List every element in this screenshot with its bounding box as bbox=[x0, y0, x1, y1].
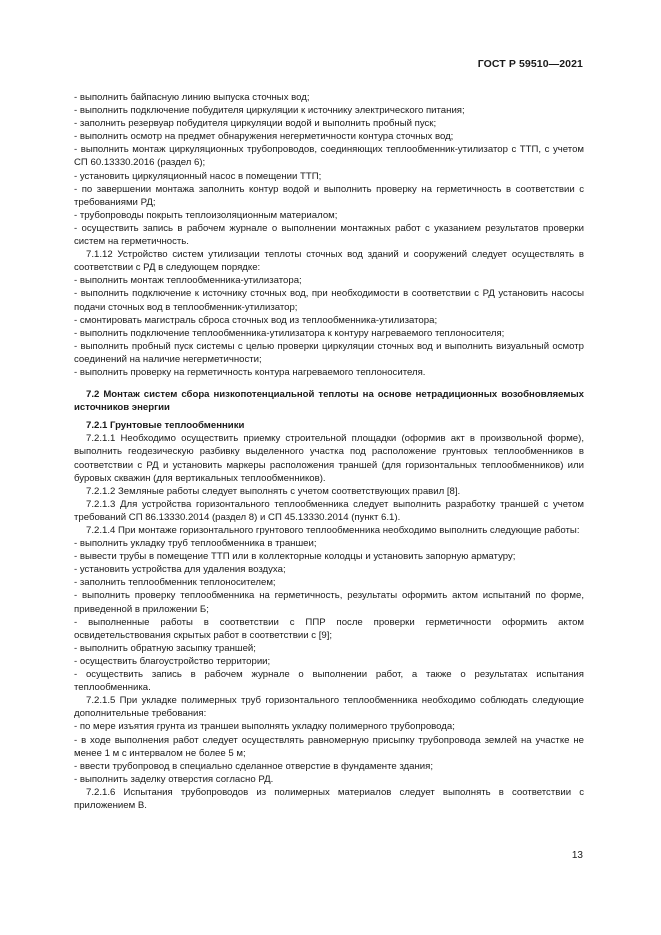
section-heading: 7.2 Монтаж систем сбора низкопотенциальной теплоты на основе нетрадиционных возобновляемых источников энергии bbox=[74, 389, 584, 413]
clause-paragraph: 7.2.1.2 Земляные работы следует выполнять с учетом соответствующих правил [8]. bbox=[86, 485, 461, 497]
list-item: - выполнить укладку труб теплообменника в траншеи; bbox=[74, 538, 317, 550]
subsection-heading: 7.2.1 Грунтовые теплообменники bbox=[86, 420, 245, 432]
page-number: 13 bbox=[571, 850, 583, 861]
list-item: - выполнить осмотр на предмет обнаружения негерметичности контура сточных вод; bbox=[74, 131, 454, 143]
clause-paragraph: 7.2.1.6 Испытания трубопроводов из полимерных материалов следует выполнять в соответствии с приложением В. bbox=[74, 786, 584, 811]
list-item: - выполненные работы в соответствии с ППР после проверки герметичности оформить актом освидетельствования скрытых работ в соответствии с [9]; bbox=[74, 616, 584, 641]
document-code: ГОСТ Р 59510—2021 bbox=[477, 58, 583, 70]
list-item: - заполнить теплообменник теплоносителем; bbox=[74, 577, 276, 589]
list-item: - по завершении монтажа заполнить контур водой и выполнить проверку на герметичность в соответствии с требованиями РД; bbox=[74, 183, 584, 208]
list-item: - трубопроводы покрыть теплоизоляционным материалом; bbox=[74, 209, 338, 221]
list-item: - выполнить подключение к источнику сточных вод, при необходимости в соответствии с РД установить насосы подачи сточных вод в теплообменник-утилизатор; bbox=[74, 288, 584, 313]
list-item: - выполнить подключение теплообменника-утилизатора к контуру нагреваемого теплоносителя; bbox=[74, 327, 505, 339]
list-item: - вывести трубы в помещение ТТП или в коллекторные колодцы и установить запорную арматуру; bbox=[74, 551, 516, 563]
list-item: - выполнить обратную засыпку траншей; bbox=[74, 642, 256, 654]
list-item: - выполнить заделку отверстия согласно РД. bbox=[74, 773, 274, 785]
document-body bbox=[74, 91, 584, 812]
list-item: - осуществить запись в рабочем журнале о выполнении монтажных работ с указанием результатов проверки систем на герметичность. bbox=[74, 222, 584, 248]
list-item: - смонтировать магистраль сброса сточных вод из теплообменника-утилизатора; bbox=[74, 314, 438, 326]
list-item: - выполнить проверку на герметичность контура нагреваемого теплоносителя. bbox=[74, 366, 426, 378]
list-item: - в ходе выполнения работ следует осуществлять равномерную присыпку трубопровода землей на участке не менее 1 м с интервалом не более 5 м; bbox=[74, 734, 584, 759]
clause-paragraph: 7.2.1.4 При монтаже горизонтального грунтового теплообменника необходимо выполнить следующие работы: bbox=[86, 525, 580, 536]
list-item: - выполнить байпасную линию выпуска сточных вод; bbox=[74, 92, 310, 103]
list-item: - по мере изъятия грунта из траншеи выполнять укладку полимерного трубопровода; bbox=[74, 721, 455, 733]
list-item: - установить устройства для удаления воздуха; bbox=[74, 564, 286, 576]
list-item: - выполнить подключение побудителя циркуляции к источнику электрического питания; bbox=[74, 105, 465, 117]
clause-paragraph: 7.2.1.1 Необходимо осуществить приемку строительной площадки (оформив акт в произвольной форме), выполнить геодезическую разбивку выделенного участка под расположение грунтовых теплообменников в соответствии с РД и установить маркеры расположения траншей (для горизонтальных теплообменников) или буровых скважин (для вертикальных теплообменников). bbox=[74, 433, 584, 484]
list-item: - выполнить проверку теплообменника на герметичность, результаты оформить актом испытаний по форме, приведенной в приложении Б; bbox=[74, 590, 584, 615]
list-item: - выполнить монтаж теплообменника-утилизатора; bbox=[74, 275, 302, 287]
list-item: - осуществить благоустройство территории; bbox=[74, 655, 271, 667]
list-item: - ввести трубопровод в специально сделанное отверстие в фундаменте здания; bbox=[74, 760, 434, 772]
clause-paragraph: 7.2.1.3 Для устройства горизонтального теплообменника следует выполнить разработку траншей с учетом требований СП 86.13330.2014 (раздел 8) и СП 45.13330.2014 (пункт 6.1). bbox=[74, 498, 584, 523]
list-item: - выполнить пробный пуск системы с целью проверки циркуляции сточных вод и выполнить визуальный осмотр соединений на наличие негерметичности; bbox=[74, 340, 584, 365]
list-item: - заполнить резервуар побудителя циркуляции водой и выполнить пробный пуск; bbox=[74, 118, 437, 130]
list-item: - осуществить запись в рабочем журнале о выполнении работ, а также о результатах испытания теплообменника. bbox=[74, 669, 584, 694]
clause-paragraph: 7.2.1.5 При укладке полимерных труб горизонтального теплообменника необходимо соблюдать следующие дополнительные требования: bbox=[74, 695, 584, 720]
clause-paragraph: 7.1.12 Устройство систем утилизации теплоты сточных вод зданий и сооружений следует осуществлять в соответствии с РД в следующем порядке: bbox=[74, 249, 584, 274]
list-item: - установить циркуляционный насос в помещении ТТП; bbox=[74, 170, 322, 182]
list-item: - выполнить монтаж циркуляционных трубопроводов, соединяющих теплообменник-утилизатор с ТТП, с учетом СП 60.13330.2016 (раздел 6); bbox=[74, 144, 584, 169]
